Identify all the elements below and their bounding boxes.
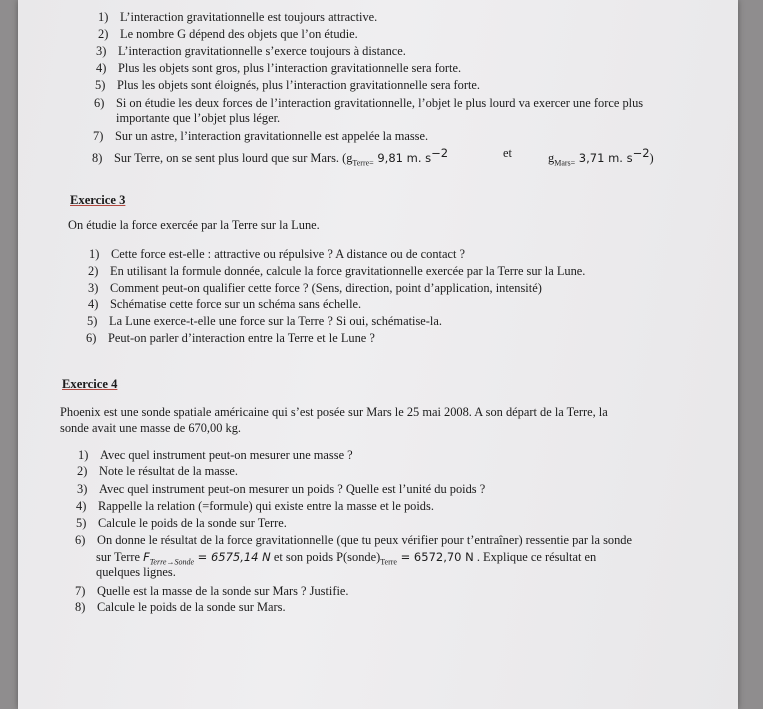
ex4-question-7: 7) Quelle est la masse de la sonde sur Mars ? Justifie. <box>75 584 349 598</box>
statement-2: 2) Le nombre G dépend des objets que l’on étudie. <box>98 27 358 41</box>
ex4-question-6: 6) On donne le résultat de la force gravitationnelle (que tu peux vérifier pour t’entraîner) ressentie par la sonde <box>75 533 632 547</box>
statement-7: 7) Sur un astre, l’interaction gravitationnelle est appelée la masse. <box>93 129 429 143</box>
statement-1: 1) L’interaction gravitationnelle est toujours attractive. <box>98 10 378 24</box>
ex4-question-6-line2: sur Terre $F_{Terre\to Sonde} = 6575,14$ N et son poids $P(sonde)_{Terre} = 6572,70$ N . Explique ce résultat en <box>96 550 597 567</box>
statement-8-mars: $g_{Mars=}$ 3,71 m. $s^{-2}$) <box>548 146 654 168</box>
statement-5: 5) Plus les objets sont éloignés, plus l’interaction gravitationnelle sera forte. <box>95 78 481 92</box>
exercise-3-title: Exercice 3 <box>70 193 126 207</box>
ex4-question-1: 1) Avec quel instrument peut-on mesurer une masse ? <box>78 448 353 462</box>
ex4-question-5: 5) Calcule le poids de la sonde sur Terre. <box>76 516 287 530</box>
ex4-question-6-line3: quelques lignes. <box>96 565 176 579</box>
ex4-question-8: 8) Calcule le poids de la sonde sur Mars. <box>75 600 286 614</box>
exercise-4-intro: Phoenix est une sonde spatiale américaine qui s’est posée sur Mars le 25 mai 2008. A son départ de la Terre, la <box>60 405 608 419</box>
statement-6-continued: importante que l’objet plus léger. <box>116 111 281 125</box>
ex4-question-3: 3) Avec quel instrument peut-on mesurer un poids ? Quelle est l’unité du poids ? <box>77 482 486 496</box>
statement-8: 8) Sur Terre, on se sent plus lourd que sur Mars. ($g_{Terre=}$ 9,81 m. $s^{-2}$ <box>92 146 449 168</box>
exercise-4-title: Exercice 4 <box>62 377 118 391</box>
ex3-question-5: 5) La Lune exerce-t-elle une force sur la Terre ? Si oui, schématise-la. <box>87 314 442 328</box>
ex3-question-4: 4) Schématise cette force sur un schéma sans échelle. <box>88 297 362 311</box>
statement-3: 3) L’interaction gravitationnelle s’exerce toujours à distance. <box>96 44 406 58</box>
statement-4: 4) Plus les objets sont gros, plus l’interaction gravitationnelle sera forte. <box>96 61 462 75</box>
ex4-question-2: 2) Note le résultat de la masse. <box>77 464 239 478</box>
statement-6: 6) Si on étudie les deux forces de l’interaction gravitationnelle, l’objet le plus lourd va exercer une force plus <box>94 96 644 110</box>
exercise-4-intro-2: sonde avait une masse de 670,00 kg. <box>60 421 242 435</box>
ex3-question-2: 2) En utilisant la formule donnée, calcule la force gravitationnelle exercée par la Terre sur la Lune. <box>88 264 586 278</box>
ex4-question-4: 4) Rappelle la relation (=formule) qui existe entre la masse et le poids. <box>76 499 434 513</box>
statement-8-et: et <box>503 146 512 160</box>
ex3-question-3: 3) Comment peut-on qualifier cette force ? (Sens, direction, point d’application, intensité) <box>88 281 542 295</box>
exercise-3-intro: On étudie la force exercée par la Terre sur la Lune. <box>68 218 320 232</box>
ex3-question-6: 6) Peut-on parler d’interaction entre la Terre et le Lune ? <box>86 331 375 345</box>
ex3-question-1: 1) Cette force est-elle : attractive ou répulsive ? A distance ou de contact ? <box>89 247 466 261</box>
